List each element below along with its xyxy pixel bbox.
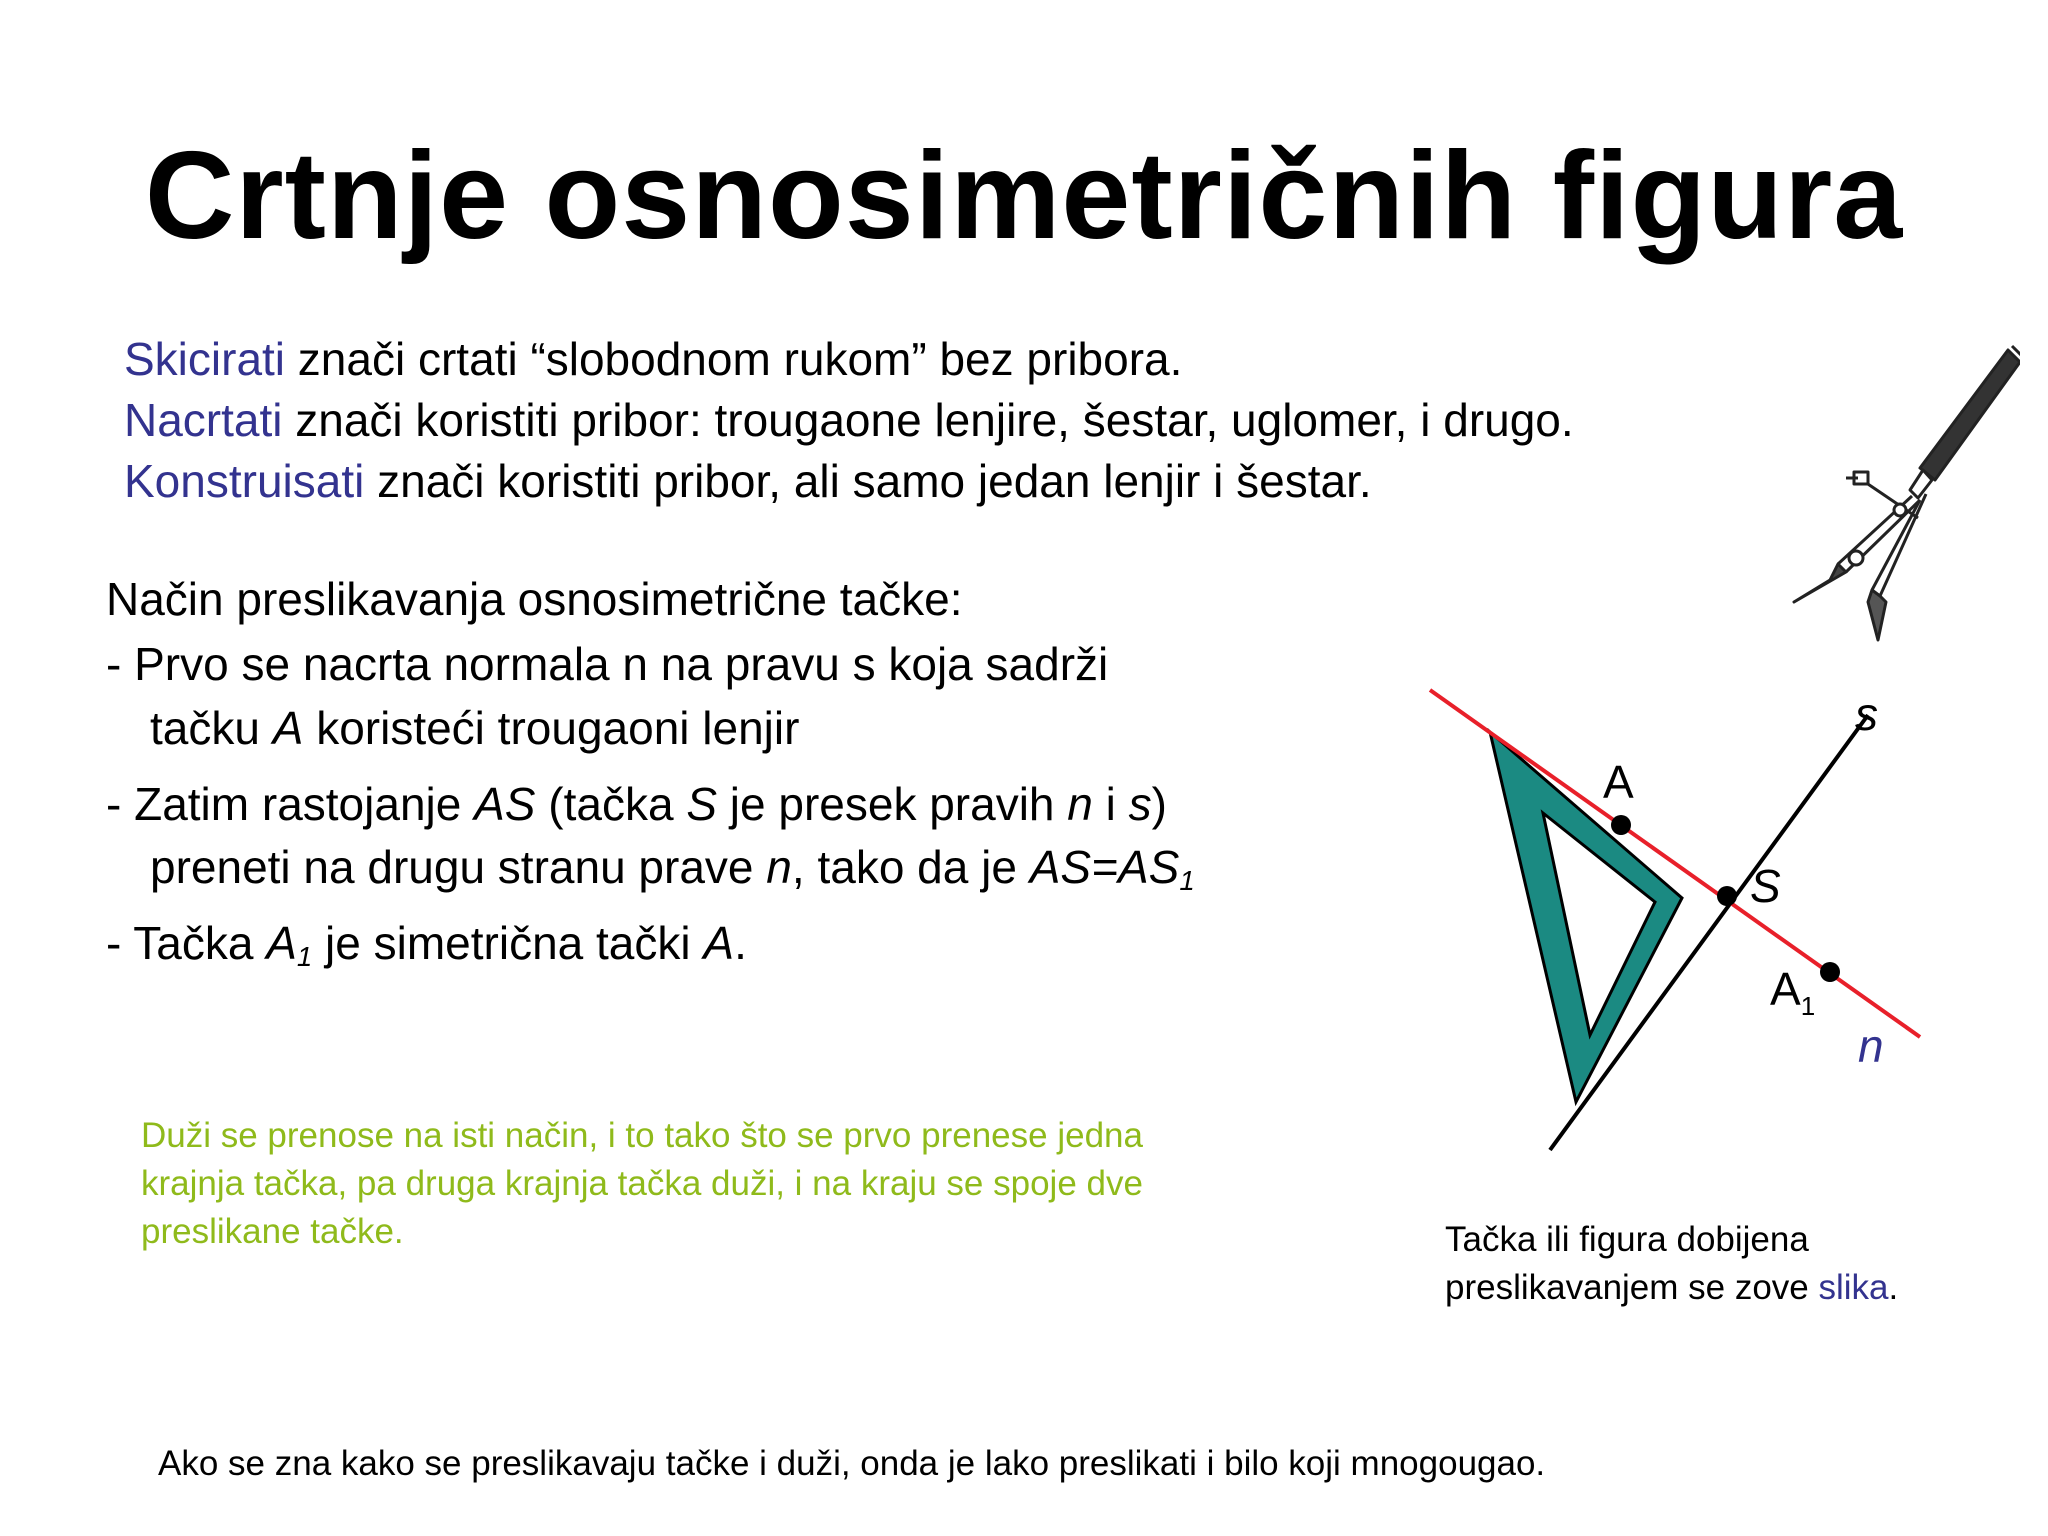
page-title: Crtnje osnosimetričnih figura [144, 127, 1904, 265]
subscript: 1 [1179, 864, 1195, 896]
label-a1-sub: 1 [1800, 991, 1816, 1021]
point-a1-marker [1820, 962, 1840, 982]
text: ) [1151, 778, 1167, 830]
subscript: 1 [296, 940, 313, 972]
line-s: s [1128, 778, 1152, 830]
label-a: A [1603, 756, 1634, 808]
line-n: n [766, 841, 792, 893]
point-a1-letter: A [266, 917, 297, 969]
label-line-n: n [1858, 1020, 1884, 1072]
definition-text: znači koristiti pribor, ali samo jedan lenjir i šestar. [364, 455, 1372, 507]
point-a-marker [1611, 815, 1631, 835]
definition-construct [124, 454, 1372, 508]
note-line-2: krajnja tačka, pa druga krajnja tačka duži, i na kraju se spoje dve [141, 1164, 1143, 1203]
text: je simetrična tački [312, 917, 704, 969]
method-step-2-line-2 [150, 840, 1195, 897]
line-s [1550, 715, 1868, 1150]
text: - Zatim rastojanje [106, 778, 475, 830]
method-step-1-line-2 [150, 701, 799, 755]
text: preslikavanjem se zove [1445, 1268, 1819, 1307]
segment-as: AS [474, 778, 536, 830]
label-line-s: s [1855, 688, 1878, 740]
compass-icon [1760, 340, 2020, 650]
method-step-2-line-1 [106, 777, 1167, 831]
point-a: A [703, 917, 735, 969]
definition-text: znači crtati “slobodnom rukom” bez pribora. [285, 333, 1183, 385]
point-a: A [272, 702, 304, 754]
text: i [1092, 778, 1129, 830]
point-s: S [686, 778, 718, 830]
triangle-ruler-icon [1490, 732, 1682, 1102]
text: tačku [150, 702, 273, 754]
method-heading: Način preslikavanja osnosimetrične tačke: [106, 573, 963, 625]
label-a1-letter: A [1770, 963, 1801, 1015]
note-line-1: Duži se prenose na isti način, i to tako što se prvo prenese jedna [141, 1116, 1143, 1155]
term-skicirati: Skicirati [124, 333, 286, 385]
text: . [1888, 1268, 1899, 1307]
note-line-3: preslikane tačke. [141, 1212, 404, 1251]
equation [1029, 841, 1195, 896]
caption-line-1: Tačka ili figura dobijena [1445, 1220, 1809, 1259]
label-a1 [1770, 963, 1815, 1021]
symmetry-diagram [1400, 670, 1960, 1190]
definition-draw [124, 393, 1574, 447]
term-slika: slika [1818, 1268, 1889, 1307]
term-konstruisati: Konstruisati [124, 455, 365, 507]
text: preneti na drugu stranu prave [150, 841, 767, 893]
text: je presek pravih [717, 778, 1068, 830]
caption-line-2 [1445, 1268, 1898, 1308]
point-a1 [266, 917, 313, 972]
label-s: S [1750, 860, 1781, 912]
definition-text: znači koristiti pribor: trougaone lenjire, šestar, uglomer, i drugo. [282, 394, 1574, 446]
term-nacrtati: Nacrtati [124, 394, 283, 446]
line-n: n [1067, 778, 1093, 830]
method-step-1-line-1: - Prvo se nacrta normala n na pravu s koja sadrži [106, 638, 1109, 690]
text: (tačka [535, 778, 687, 830]
text: . [734, 917, 747, 969]
method-step-3 [106, 916, 747, 973]
point-s-marker [1717, 886, 1737, 906]
equation-text: AS=AS [1029, 841, 1180, 893]
definition-sketch [124, 332, 1182, 386]
text: koristeći trougaoni lenjir [303, 702, 800, 754]
text: - Tačka [106, 917, 267, 969]
text: , tako da je [791, 841, 1030, 893]
footer-note: Ako se zna kako se preslikavaju tačke i duži, onda je lako preslikati i bilo koji mnogougao. [158, 1444, 1546, 1483]
